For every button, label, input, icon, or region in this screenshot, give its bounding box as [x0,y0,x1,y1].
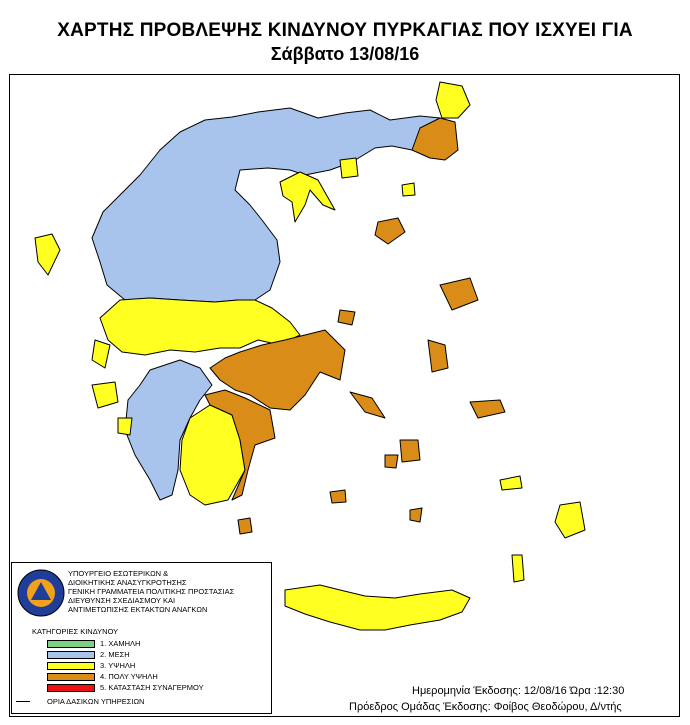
island-kefalonia [92,382,118,408]
island-crete [285,585,470,630]
island-chios [428,340,448,372]
island-thasos [340,158,358,178]
ministry-line: ΓΕΝΙΚΗ ΓΡΑΜΜΑΤΕΙΑ ΠΟΛΙΤΙΚΗΣ ΠΡΟΣΤΑΣΙΑΣ [68,587,235,596]
ministry-line: ΔΙΕΥΘΥΝΣΗ ΣΧΕΔΙΑΣΜΟΥ ΚΑΙ [68,596,176,605]
island-milos [330,490,346,503]
forest-services-label: ΟΡΙΑ ΔΑΣΙΚΩΝ ΥΠΗΡΕΣΙΩΝ [47,697,145,706]
category-swatch-low [47,640,95,648]
ministry-line: ΔΙΟΙΚΗΤΙΚΗΣ ΑΝΑΣΥΓΚΡΟΤΗΣΗΣ [68,578,187,587]
category-label-medium: 2. ΜΕΣΗ [100,650,130,659]
region-chalkidiki [280,172,335,222]
issue-date: Ημερομηνία Έκδοσης: 12/08/16 Ώρα :12:30 [412,685,625,697]
category-swatch-alarm [47,684,95,692]
island-zakynthos [118,418,132,435]
category-swatch-medium [47,651,95,659]
island-lesvos [440,278,478,310]
category-swatch-high [47,662,95,670]
ministry-text [68,569,234,614]
ministry-line: ΥΠΟΥΡΓΕΙΟ ΕΣΩΤΕΡΙΚΩΝ & [68,569,169,578]
island-samos [470,400,505,418]
island-andros [350,392,385,418]
map-title: ΧΑΡΤΗΣ ΠΡΟΒΛΕΨΗΣ ΚΙΝΔΥΝΟΥ ΠΥΡΚΑΓΙΑΣ ΠΟΥ ΙΣΧΥΕΙ ΓΙΑ [57,20,633,41]
category-label-alarm: 5. ΚΑΤΑΣΤΑΣΗ ΣΥΝΑΓΕΡΜΟΥ [100,683,204,692]
island-limnos [375,218,405,244]
island-karpathos [512,555,524,582]
island-kos [500,476,522,490]
island-samothraki [402,183,415,196]
island-corfu [35,234,60,275]
region-evros-north [436,82,470,118]
island-naxos [400,440,420,462]
island-skyros [338,310,355,325]
map-date: Σάββατο 13/08/16 [270,44,420,64]
island-lefkada [92,340,110,368]
island-paros [385,455,398,468]
category-label-low: 1. ΧΑΜΗΛΗ [100,639,141,648]
legend [11,562,272,714]
category-label-very-high: 4. ΠΟΛΥ ΥΨΗΛΗ [100,672,158,681]
categories-title: ΚΑΤΗΓΟΡΙΕΣ ΚΙΝΔΥΝΟΥ [32,627,119,636]
region-north-mainland [92,108,440,302]
ministry-line: ΑΝΤΙΜΕΤΩΠΙΣΗΣ ΕΚΤΑΚΤΩΝ ΑΝΑΓΚΩΝ [68,605,208,614]
forest-services-line-sample [16,701,30,702]
island-rhodes [555,502,585,538]
issuing-team-president: Πρόεδρος Ομάδας Έκδοσης: Φοίβος Θεοδώρου, Δ/ντής [349,701,622,713]
category-swatch-very-high [47,673,95,681]
island-santorini [410,508,422,522]
island-kythira [238,518,252,534]
civil-protection-logo [17,569,65,617]
category-label-high: 3. ΥΨΗΛΗ [100,661,136,670]
